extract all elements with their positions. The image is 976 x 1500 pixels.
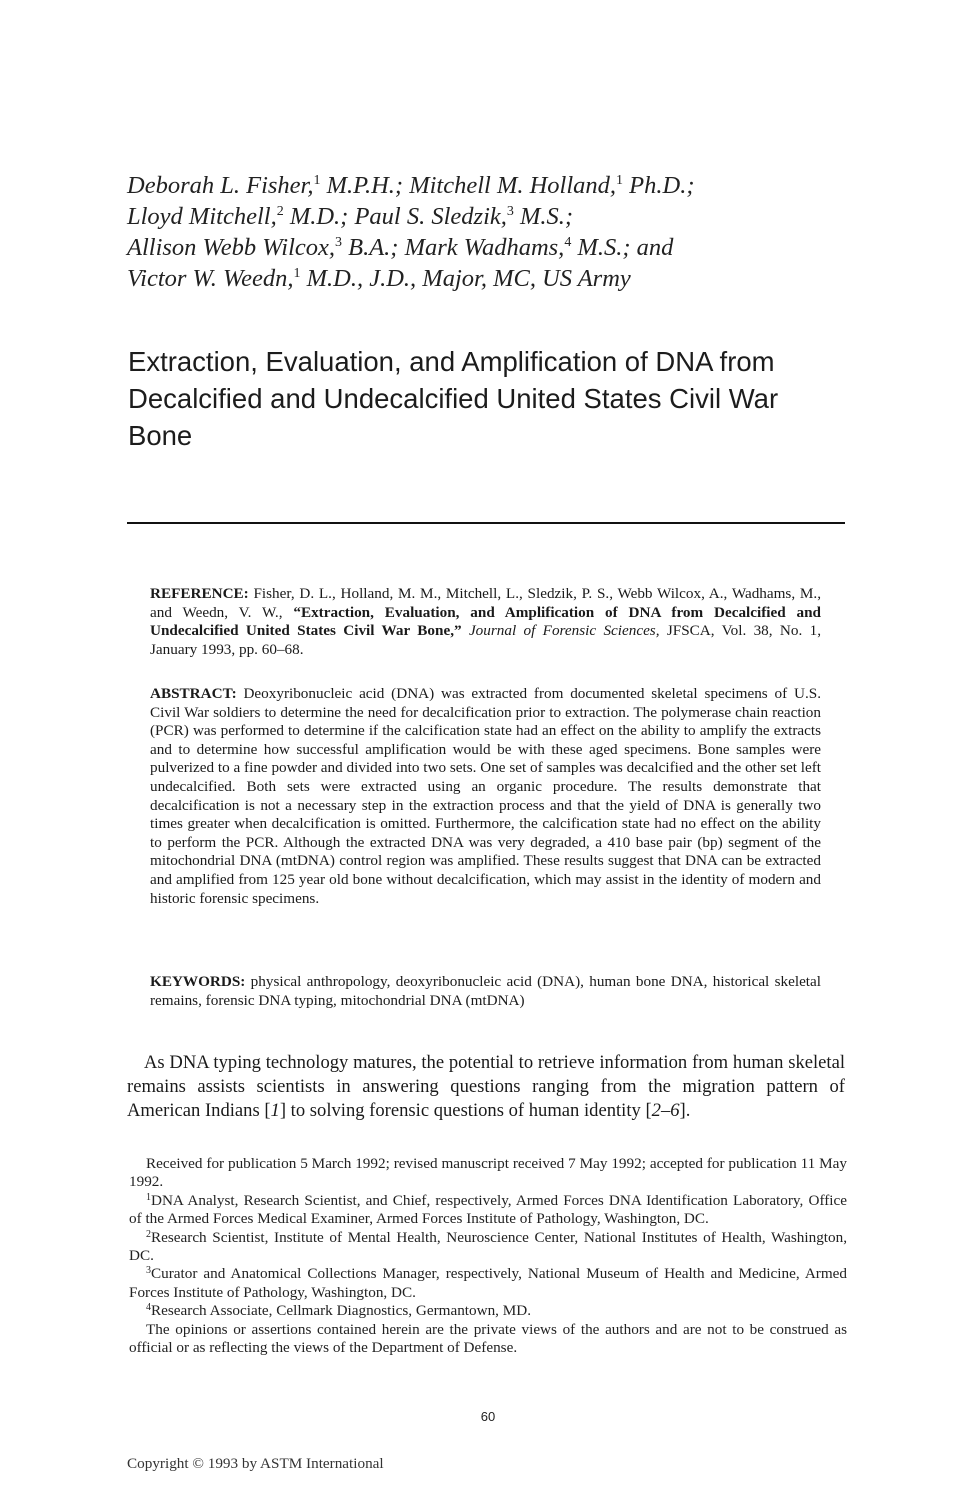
author-line-2 bbox=[127, 201, 887, 232]
affiliation-marker: 1 bbox=[313, 173, 321, 188]
footnote-2 bbox=[129, 1229, 847, 1266]
affiliation-marker: 4 bbox=[564, 235, 572, 250]
disclaimer-note: The opinions or assertions contained herein are the private views of the authors and are not to be construed as official or as reflecting the views of the Department of Defense. bbox=[129, 1320, 847, 1357]
reference-details: JFSCA, Vol. 38, No. 1, January 1993, pp. 60–68. bbox=[150, 622, 821, 658]
page-number: 60 bbox=[480, 1409, 496, 1424]
author-degree: M.S.; bbox=[513, 203, 574, 230]
author-name: Mark Wadhams, bbox=[404, 234, 565, 261]
author-name: Victor W. Weedn, bbox=[127, 265, 294, 292]
footnotes bbox=[129, 1155, 847, 1357]
footnote-marker: 4 bbox=[146, 1302, 151, 1314]
footnote-marker: 3 bbox=[146, 1265, 151, 1277]
reference-block bbox=[150, 585, 821, 659]
affiliation-marker: 3 bbox=[506, 204, 514, 219]
citation: 2–6 bbox=[651, 1100, 680, 1121]
author-line-1 bbox=[127, 170, 887, 201]
author-degree: Ph.D.; bbox=[623, 172, 695, 199]
footnote-3 bbox=[129, 1265, 847, 1302]
reference-article-title: “Extraction, Evaluation, and Amplification of DNA from Decalcified and Undecalcified United States Civil War Bone,” bbox=[150, 603, 822, 640]
footnote-text: Curator and Anatomical Collections Manager, respectively, National Museum of Health and Medicine, Armed Forces Institute of Pathology, Washington, DC. bbox=[129, 1265, 847, 1301]
footnote-text: DNA Analyst, Research Scientist, and Chief, respectively, Armed Forces DNA Identification Laboratory, Office of the Armed Forces Medical Examiner, Armed Forces Institute of Pathology, Washington, DC. bbox=[129, 1191, 847, 1228]
author-degree: M.S.; and bbox=[571, 234, 674, 261]
author-line-3 bbox=[127, 232, 887, 263]
author-list bbox=[127, 170, 887, 294]
reference-journal: Journal of Forensic Sciences, bbox=[461, 622, 660, 640]
abstract-block bbox=[150, 685, 821, 908]
abstract-label: ABSTRACT: bbox=[150, 685, 237, 702]
author-degree: M.D.; bbox=[283, 203, 349, 230]
footnote-marker: 1 bbox=[146, 1191, 151, 1203]
author-name: Lloyd Mitchell, bbox=[127, 203, 277, 230]
reference-label: REFERENCE: bbox=[150, 585, 249, 602]
abstract-text: Deoxyribonucleic acid (DNA) was extracted from documented skeletal specimens of U.S. Civil War soldiers to determine the need for decalcification prior to extraction. The polymerase chain reaction (PCR) was performed to determine if the calcification state had an effect on the ability to amplify the extracts and to determine how successful amplification would be with these aged specimens. Bone samples were pulverized to a fine powder and divided into two sets. One set of samples was decalcified and the other set left undecalcified. Both sets were extracted using an organic procedure. The results demonstrate that decalcification is not a necessary step in the extraction process and that the yield of DNA is generally two times greater when decalcification is omitted. Furthermore, the calcification state had no effect on the ability to perform the PCR. Although the extracted DNA was very degraded, a 410 base pair (bp) segment of the mitochondrial DNA (mtDNA) control region was amplified. These results suggest that DNA can be extracted and amplified from 125 year old bone without decalcification, which may assist in the identity of modern and historic forensic specimens. bbox=[150, 685, 821, 907]
author-name: Allison Webb Wilcox, bbox=[127, 234, 335, 261]
footnote-text: Research Associate, Cellmark Diagnostics, Germantown, MD. bbox=[151, 1302, 532, 1320]
affiliation-marker: 2 bbox=[276, 204, 284, 219]
footnote-4 bbox=[129, 1302, 847, 1320]
author-line-4 bbox=[127, 263, 887, 294]
author-name: Paul S. Sledzik, bbox=[354, 203, 507, 230]
affiliation-marker: 1 bbox=[293, 266, 301, 281]
author-degree: M.P.H.; bbox=[320, 172, 404, 199]
title-divider bbox=[127, 522, 845, 524]
intro-text: ] to solving forensic questions of human identity [ bbox=[279, 1100, 652, 1121]
keywords-text: physical anthropology, deoxyribonucleic acid (DNA), human bone DNA, historical skeletal remains, forensic DNA typing, mitochondrial DNA (mtDNA) bbox=[150, 973, 821, 1009]
footnote-marker: 2 bbox=[146, 1228, 151, 1240]
affiliation-marker: 1 bbox=[616, 173, 624, 188]
intro-text: As DNA typing technology matures, the potential to retrieve information from human skeletal remains assists scientists in answering questions ranging from the migration pattern of American Indians [ bbox=[127, 1052, 845, 1121]
footnote-1 bbox=[129, 1192, 847, 1229]
copyright-notice: Copyright © 1993 by ASTM International bbox=[127, 1455, 384, 1472]
author-degree: B.A.; bbox=[342, 234, 399, 261]
author-name: Deborah L. Fisher, bbox=[127, 172, 314, 199]
keywords-label: KEYWORDS: bbox=[150, 973, 246, 990]
article-title: Extraction, Evaluation, and Amplification of DNA from Decalcified and Undecalcified United States Civil War Bone bbox=[128, 346, 779, 451]
citation: 1 bbox=[270, 1100, 280, 1121]
keywords-block bbox=[150, 973, 821, 1010]
intro-paragraph bbox=[127, 1051, 845, 1123]
received-note: Received for publication 5 March 1992; revised manuscript received 7 May 1992; accepted for publication 11 May 1992. bbox=[129, 1155, 847, 1191]
author-degree: M.D., J.D., Major, MC, US Army bbox=[300, 265, 631, 292]
affiliation-marker: 3 bbox=[335, 235, 342, 250]
reference-authors: Fisher, D. L., Holland, M. M., Mitchell, L., Sledzik, P. S., Webb Wilcox, A., Wadhams, M., and Weedn, V. W., bbox=[150, 585, 821, 621]
author-name: Mitchell M. Holland, bbox=[409, 172, 617, 199]
intro-text: ]. bbox=[679, 1100, 691, 1121]
footnote-text: Research Scientist, Institute of Mental Health, Neuroscience Center, National Institutes of Health, Washington, DC. bbox=[129, 1228, 847, 1265]
